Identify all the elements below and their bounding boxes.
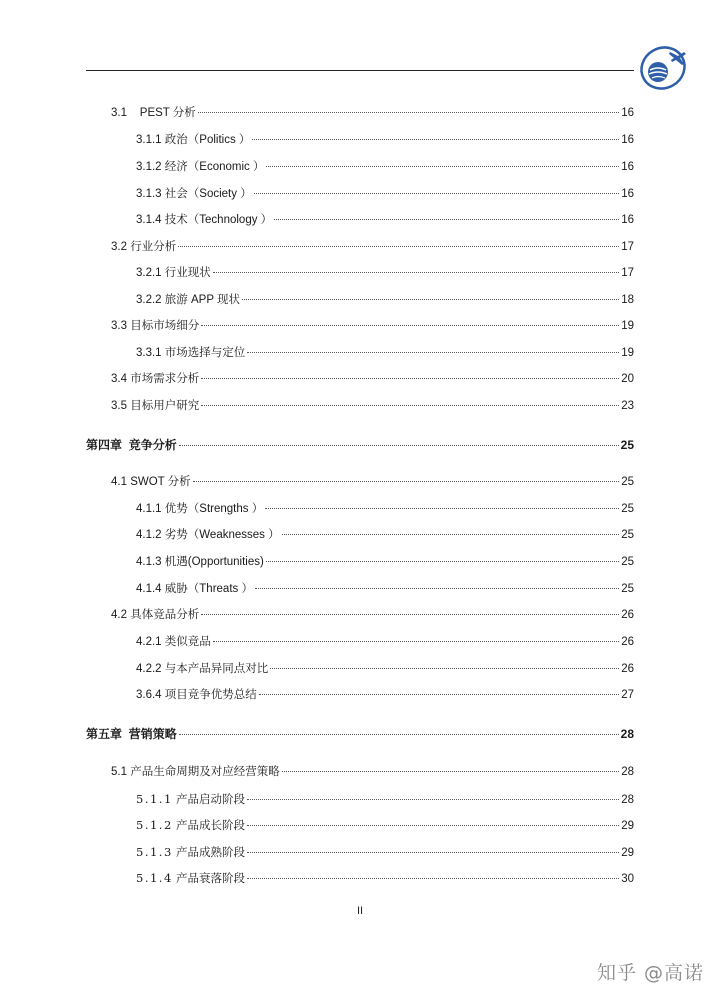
dot-leader <box>193 481 620 482</box>
dot-leader <box>252 139 619 140</box>
toc-entry-number: 第五章 <box>86 727 123 741</box>
toc-entry-page: 29 <box>621 847 634 859</box>
toc-entry-page: 23 <box>621 400 634 412</box>
toc-entry-3-1-2[interactable] <box>136 158 634 176</box>
toc-entry-title: 目标用户研究 <box>130 400 200 412</box>
toc-entry-number: 5.1.4 <box>136 871 173 885</box>
dot-leader <box>179 445 619 446</box>
toc-entry-title: 行业分析 <box>130 241 177 253</box>
dot-leader <box>282 771 620 772</box>
toc-entry-page: 25 <box>621 556 634 568</box>
dot-leader <box>254 193 620 194</box>
toc-entry-page: 20 <box>621 373 634 385</box>
toc-entry-number: 3.6.4 <box>136 689 162 701</box>
toc-entry-number: 5.1.3 <box>136 845 173 859</box>
toc-entry-5-1[interactable] <box>111 763 634 781</box>
dot-leader <box>178 246 619 247</box>
toc-entry-number: 5.1.1 <box>136 792 173 806</box>
dot-leader <box>247 852 619 853</box>
toc-entry-3-2-2[interactable] <box>136 291 634 309</box>
toc-entry-title: 技术（Technology ） <box>164 214 273 226</box>
toc-entry-4-2-1[interactable] <box>136 633 634 651</box>
toc-entry-number: 3.2 <box>111 241 127 253</box>
toc-entry-page: 16 <box>621 134 634 146</box>
toc-entry-number: 3.1.2 <box>136 161 162 173</box>
toc-entry-title: 机遇(Opportunities) <box>164 556 264 568</box>
toc-entry-3-2[interactable] <box>111 238 634 256</box>
toc-entry-3-1-4[interactable] <box>136 211 634 229</box>
toc-entry-number: 4.1.2 <box>136 529 162 541</box>
dot-leader <box>270 668 619 669</box>
toc-entry-number: 3.3.1 <box>136 347 162 359</box>
dot-leader <box>259 694 619 695</box>
toc-entry-3-5[interactable] <box>111 397 634 415</box>
toc-entry-number: 3.1 <box>111 107 127 119</box>
toc-entry-page: 25 <box>621 503 634 515</box>
toc-entry-5-1-3[interactable] <box>136 843 634 861</box>
dot-leader <box>247 799 619 800</box>
toc-entry-title: 目标市场细分 <box>130 320 200 332</box>
toc-entry-number: 第四章 <box>86 438 123 452</box>
toc-entry-page: 28 <box>621 766 634 778</box>
toc-entry-number: 4.1.4 <box>136 583 162 595</box>
toc-entry-3-3[interactable] <box>111 317 634 335</box>
dot-leader <box>247 352 619 353</box>
dot-leader <box>266 166 619 167</box>
dot-leader <box>247 878 619 879</box>
toc-entry-number: 3.4 <box>111 373 127 385</box>
dot-leader <box>213 641 619 642</box>
toc-entry-3-1-3[interactable] <box>136 185 634 203</box>
toc-entry-page: 17 <box>621 267 634 279</box>
toc-entry-title: 产品成长阶段 <box>175 820 245 832</box>
toc-entry-title: 产品启动阶段 <box>175 794 245 806</box>
toc-entry-number: 3.3 <box>111 320 127 332</box>
dot-leader <box>201 614 619 615</box>
toc-entry-number: 4.1 <box>111 476 127 488</box>
toc-entry-number: 3.5 <box>111 400 127 412</box>
toc-entry-3-1[interactable] <box>111 104 634 122</box>
toc-entry-number: 3.2.2 <box>136 294 162 306</box>
toc-entry-number: 3.1.1 <box>136 134 162 146</box>
toc-entry-page: 16 <box>621 161 634 173</box>
toc-entry-4-1-4[interactable] <box>136 580 634 598</box>
toc-entry-number: 3.2.1 <box>136 267 162 279</box>
toc-entry-number: 3.1.4 <box>136 214 162 226</box>
dot-leader <box>266 561 619 562</box>
dot-leader <box>201 405 619 406</box>
toc-entry-title: 市场选择与定位 <box>164 347 246 359</box>
toc-chapter-4[interactable] <box>86 436 634 454</box>
toc-entry-4-1-1[interactable] <box>136 500 634 518</box>
toc-entry-title: 劣势（Weaknesses ） <box>164 529 280 541</box>
toc-entry-page: 26 <box>621 609 634 621</box>
toc-entry-title: 具体竞品分析 <box>130 609 200 621</box>
toc-entry-title: 经济（Economic ） <box>164 161 265 173</box>
dot-leader <box>274 219 619 220</box>
toc-entry-3-6-4[interactable] <box>136 686 634 704</box>
toc-entry-title: 竞争分析 <box>128 438 177 452</box>
toc-entry-title: 社会（Society ） <box>164 188 252 200</box>
toc-entry-title: 优势（Strengths ） <box>164 503 264 515</box>
toc-entry-title: 类似竞品 <box>164 636 211 648</box>
toc-entry-title: 市场需求分析 <box>130 373 200 385</box>
toc-entry-page: 18 <box>621 294 634 306</box>
dot-leader <box>242 299 619 300</box>
toc-entry-page: 29 <box>621 820 634 832</box>
toc-entry-title: 与本产品异同点对比 <box>164 663 269 675</box>
toc-entry-4-1[interactable] <box>111 473 634 491</box>
dot-leader <box>213 272 619 273</box>
toc-entry-4-2[interactable] <box>111 606 634 624</box>
toc-entry-title: 政治（Politics ） <box>164 134 251 146</box>
toc-entry-4-1-2[interactable] <box>136 526 634 544</box>
dot-leader <box>282 534 620 535</box>
toc-entry-title: 产品生命周期及对应经营策略 <box>130 766 280 778</box>
toc-chapter-5[interactable] <box>86 725 634 743</box>
dot-leader <box>255 588 619 589</box>
toc-entry-page: 16 <box>621 214 634 226</box>
toc-entry-4-1-3[interactable] <box>136 553 634 571</box>
toc-entry-number: 5.1 <box>111 766 127 778</box>
toc-entry-title: 项目竞争优势总结 <box>164 689 257 701</box>
dot-leader <box>201 378 619 379</box>
toc-entry-page: 19 <box>621 320 634 332</box>
toc-entry-page: 25 <box>621 583 634 595</box>
toc-entry-5-1-4[interactable] <box>136 869 634 887</box>
toc-entry-title: 威胁（Threats ） <box>164 583 253 595</box>
toc-entry-page: 16 <box>621 107 634 119</box>
toc-entry-5-1-2[interactable] <box>136 816 634 834</box>
toc-entry-title: 产品成熟阶段 <box>175 847 245 859</box>
toc-entry-title: 产品衰落阶段 <box>175 873 245 885</box>
toc-entry-3-4[interactable] <box>111 370 634 388</box>
toc-entry-number: 4.1.3 <box>136 556 162 568</box>
toc-entry-page: 17 <box>621 241 634 253</box>
toc-entry-page: 26 <box>621 663 634 675</box>
toc-entry-title: SWOT 分析 <box>130 476 191 488</box>
toc-entry-page: 28 <box>620 727 634 741</box>
toc-entry-number: 4.2 <box>111 609 127 621</box>
toc-entry-4-2-2[interactable] <box>136 660 634 678</box>
dot-leader <box>265 508 619 509</box>
toc-entry-page: 30 <box>621 873 634 885</box>
toc-entry-3-2-1[interactable] <box>136 264 634 282</box>
page-number: II <box>356 905 364 917</box>
zhihu-watermark: 知乎 @高诺 <box>596 962 704 984</box>
toc-entry-page: 28 <box>621 794 634 806</box>
toc-entry-page: 25 <box>621 529 634 541</box>
toc-entry-3-1-1[interactable] <box>136 131 634 149</box>
toc-entry-page: 27 <box>621 689 634 701</box>
toc-entry-number: 4.2.1 <box>136 636 162 648</box>
toc-entry-page: 25 <box>621 476 634 488</box>
toc-entry-page: 19 <box>621 347 634 359</box>
toc-entry-title: 旅游 APP 现状 <box>164 294 240 306</box>
dot-leader <box>198 112 619 113</box>
toc-entry-page: 25 <box>620 438 634 452</box>
dot-leader <box>201 325 619 326</box>
toc-entry-title: 营销策略 <box>128 727 177 741</box>
toc-entry-5-1-1[interactable] <box>136 790 634 808</box>
toc-entry-number: 4.2.2 <box>136 663 162 675</box>
toc-entry-page: 16 <box>621 188 634 200</box>
toc-entry-3-3-1[interactable] <box>136 344 634 362</box>
toc-entry-title: 行业现状 <box>164 267 211 279</box>
toc-entry-number: 3.1.3 <box>136 188 162 200</box>
toc-entry-number: 5.1.2 <box>136 818 173 832</box>
toc-entry-title: PEST 分析 <box>139 107 196 119</box>
toc-entry-page: 26 <box>621 636 634 648</box>
dot-leader <box>247 825 619 826</box>
dot-leader <box>179 734 619 735</box>
toc-entry-number: 4.1.1 <box>136 503 162 515</box>
